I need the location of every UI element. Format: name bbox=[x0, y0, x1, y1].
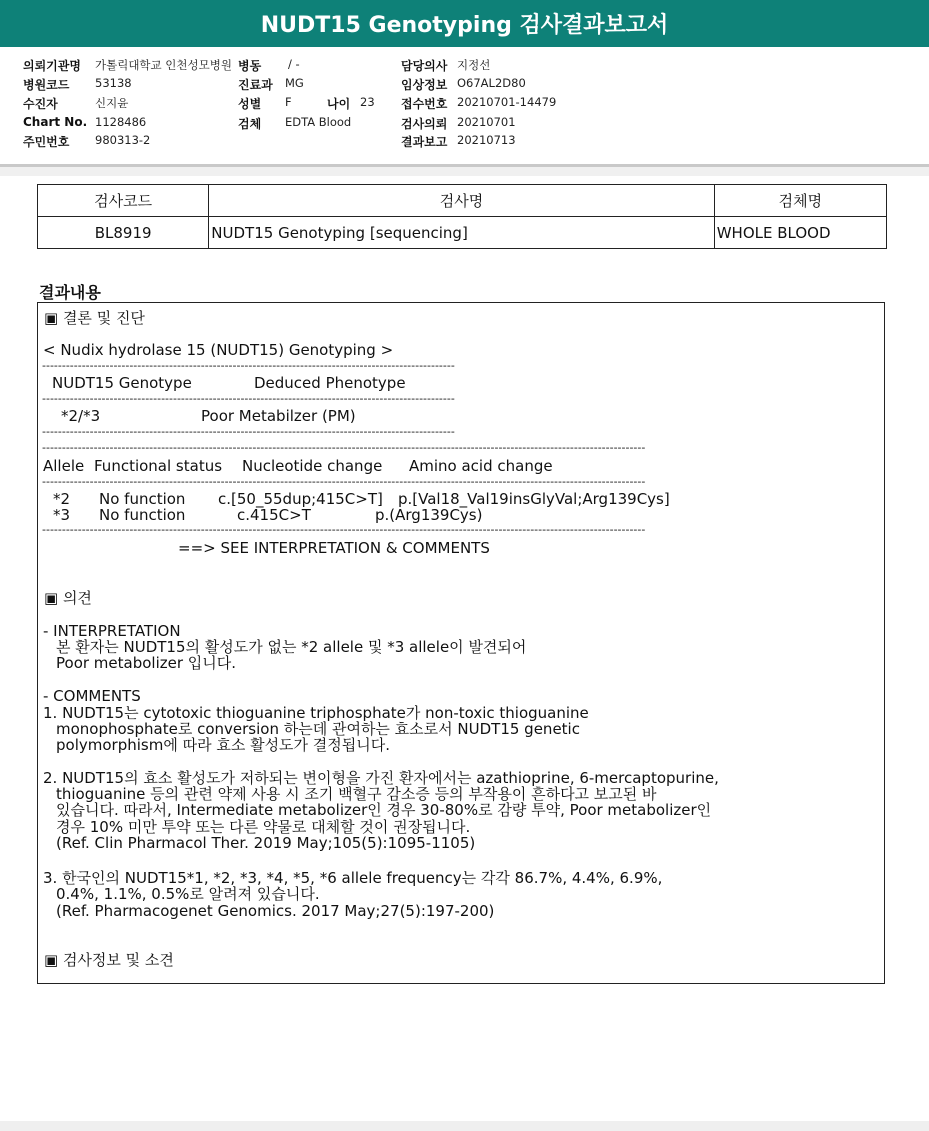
comment-text: 있습니다. 따라서, Intermediate metabolizer인 경우 30-80%로 감량 투약, Poor metabolizer인 bbox=[56, 801, 712, 819]
receipt-label: 접수번호 bbox=[401, 97, 448, 111]
chart-value: 1128486 bbox=[95, 115, 147, 129]
comment-text: 0.4%, 1.1%, 0.5%로 알려져 있습니다. bbox=[56, 885, 320, 903]
allele-col-nuc: Nucleotide change bbox=[242, 457, 383, 475]
dept-value: MG bbox=[285, 76, 304, 90]
hcode-value: 53138 bbox=[95, 76, 132, 90]
separator-line: -------------------------------------------------------------------------------------------------------------------------------------------------------- bbox=[42, 523, 646, 536]
doctor-label: 담당의사 bbox=[401, 59, 448, 73]
table-row bbox=[38, 217, 887, 249]
specimen-value: EDTA Blood bbox=[285, 115, 352, 129]
separator-line: -------------------------------------------------------------------------------------------------------- bbox=[42, 425, 455, 438]
patient-value: 신지윤 bbox=[95, 96, 129, 110]
test-name: NUDT15 Genotyping [sequencing] bbox=[209, 217, 714, 249]
comment-text: 경우 10% 미만 투약 또는 다른 약물로 대체할 것이 권장됩니다. bbox=[56, 818, 471, 836]
chart-label: Chart No. bbox=[23, 115, 88, 129]
sex-value: F bbox=[285, 95, 292, 109]
header-test-name: 검사명 bbox=[209, 185, 714, 217]
allele-row-func: No function bbox=[99, 506, 186, 524]
test-info-heading: ▣ 검사정보 및 소견 bbox=[44, 951, 174, 969]
hcode-label: 병원코드 bbox=[23, 78, 70, 92]
ward-label: 병동 bbox=[238, 59, 262, 73]
clinical-value: O67AL2D80 bbox=[457, 76, 526, 90]
hospital-label: 의뢰기관명 bbox=[23, 59, 81, 73]
interpretation-text: 본 환자는 NUDT15의 활성도가 없는 *2 allele 및 *3 allele이 발견되어 bbox=[56, 638, 527, 656]
genotyping-heading: < Nudix hydrolase 15 (NUDT15) Genotyping > bbox=[43, 341, 394, 359]
col-phenotype: Deduced Phenotype bbox=[254, 374, 406, 392]
separator-line: -------------------------------------------------------------------------------------------------------------------------------------------------------- bbox=[42, 475, 646, 488]
comment-text: 2. NUDT15의 효소 활성도가 저하되는 변이형을 가진 환자에서는 azathioprine, 6-mercaptopurine, bbox=[43, 769, 719, 787]
comment-text: 3. 한국인의 NUDT15*1, *2, *3, *4, *5, *6 allele frequency는 각각 86.7%, 4.4%, 6.9%, bbox=[43, 869, 663, 887]
see-interpretation: ==> SEE INTERPRETATION & COMMENTS bbox=[178, 539, 490, 557]
comment-text: (Ref. Pharmacogenet Genomics. 2017 May;27(5):197-200) bbox=[56, 902, 495, 920]
sex-label: 성별 bbox=[238, 97, 262, 111]
request-label: 검사의뢰 bbox=[401, 117, 448, 131]
age-label: 나이 bbox=[327, 97, 351, 111]
allele-row-allele: *2 bbox=[53, 490, 71, 508]
test-specimen: WHOLE BLOOD bbox=[714, 217, 886, 249]
comments-heading: - COMMENTS bbox=[43, 687, 141, 705]
comment-text: 1. NUDT15는 cytotoxic thioguanine triphosphate가 non-toxic thioguanine bbox=[43, 704, 589, 722]
report-title: NUDT15 Genotyping 검사결과보고서 bbox=[0, 0, 929, 47]
specimen-label: 검체 bbox=[238, 117, 262, 131]
patient-info-panel bbox=[0, 47, 929, 165]
test-code: BL8919 bbox=[38, 217, 209, 249]
comment-text: (Ref. Clin Pharmacol Ther. 2019 May;105(5):1095-1105) bbox=[56, 834, 476, 852]
dept-label: 진료과 bbox=[238, 78, 273, 92]
allele-row-aa: p.(Arg139Cys) bbox=[375, 506, 483, 524]
allele-row-nuc: c.[50_55dup;415C>T] bbox=[218, 490, 383, 508]
test-table bbox=[37, 184, 887, 249]
request-value: 20210701 bbox=[457, 115, 516, 129]
clinical-label: 임상정보 bbox=[401, 78, 448, 92]
receipt-value: 20210701-14479 bbox=[457, 95, 557, 109]
allele-row-aa: p.[Val18_Val19insGlyVal;Arg139Cys] bbox=[398, 490, 670, 508]
allele-row-func: No function bbox=[99, 490, 186, 508]
comment-text: monophosphate로 conversion 하는데 관여하는 효소로서 NUDT15 genetic bbox=[56, 720, 580, 738]
allele-col-func: Functional status bbox=[94, 457, 223, 475]
allele-col-aa: Amino acid change bbox=[409, 457, 553, 475]
result-section-title: 결과내용 bbox=[39, 283, 101, 302]
separator-line: -------------------------------------------------------------------------------------------------------- bbox=[42, 359, 455, 372]
comment-text: polymorphism에 따라 효소 활성도가 결정됩니다. bbox=[56, 736, 391, 754]
opinion-heading: ▣ 의견 bbox=[44, 589, 92, 607]
idno-value: 980313-2 bbox=[95, 133, 151, 147]
bottom-bar bbox=[0, 1121, 929, 1131]
comment-text: thioguanine 등의 관련 약제 사용 시 조기 백혈구 감소증 등의 부작용이 흔하다고 보고된 바 bbox=[56, 785, 657, 803]
hospital-value: 가톨릭대학교 인천성모병원 bbox=[95, 58, 232, 72]
idno-label: 주민번호 bbox=[23, 135, 70, 149]
result-box bbox=[37, 302, 885, 984]
separator-line: -------------------------------------------------------------------------------------------------------------------------------------------------------- bbox=[42, 441, 646, 454]
age-value: 23 bbox=[360, 95, 375, 109]
allele-col-allele: Allele bbox=[43, 457, 85, 475]
doctor-value: 지정선 bbox=[457, 58, 491, 72]
header-specimen: 검체명 bbox=[714, 185, 886, 217]
table-header-row bbox=[38, 185, 887, 217]
patient-label: 수진자 bbox=[23, 97, 58, 111]
ward-value: / - bbox=[288, 57, 300, 71]
genotype-value: *2/*3 bbox=[61, 407, 101, 425]
report-label: 결과보고 bbox=[401, 135, 448, 149]
phenotype-value: Poor Metabilzer (PM) bbox=[201, 407, 356, 425]
report-value: 20210713 bbox=[457, 133, 516, 147]
col-genotype: NUDT15 Genotype bbox=[52, 374, 192, 392]
interpretation-text: Poor metabolizer 입니다. bbox=[56, 654, 237, 672]
allele-row-allele: *3 bbox=[53, 506, 71, 524]
separator-line: -------------------------------------------------------------------------------------------------------- bbox=[42, 392, 455, 405]
divider-shade bbox=[0, 167, 929, 176]
interpretation-heading: - INTERPRETATION bbox=[43, 622, 181, 640]
header-test-code: 검사코드 bbox=[38, 185, 209, 217]
conclusion-heading: ▣ 결론 및 진단 bbox=[44, 309, 145, 327]
allele-row-nuc: c.415C>T bbox=[237, 506, 311, 524]
